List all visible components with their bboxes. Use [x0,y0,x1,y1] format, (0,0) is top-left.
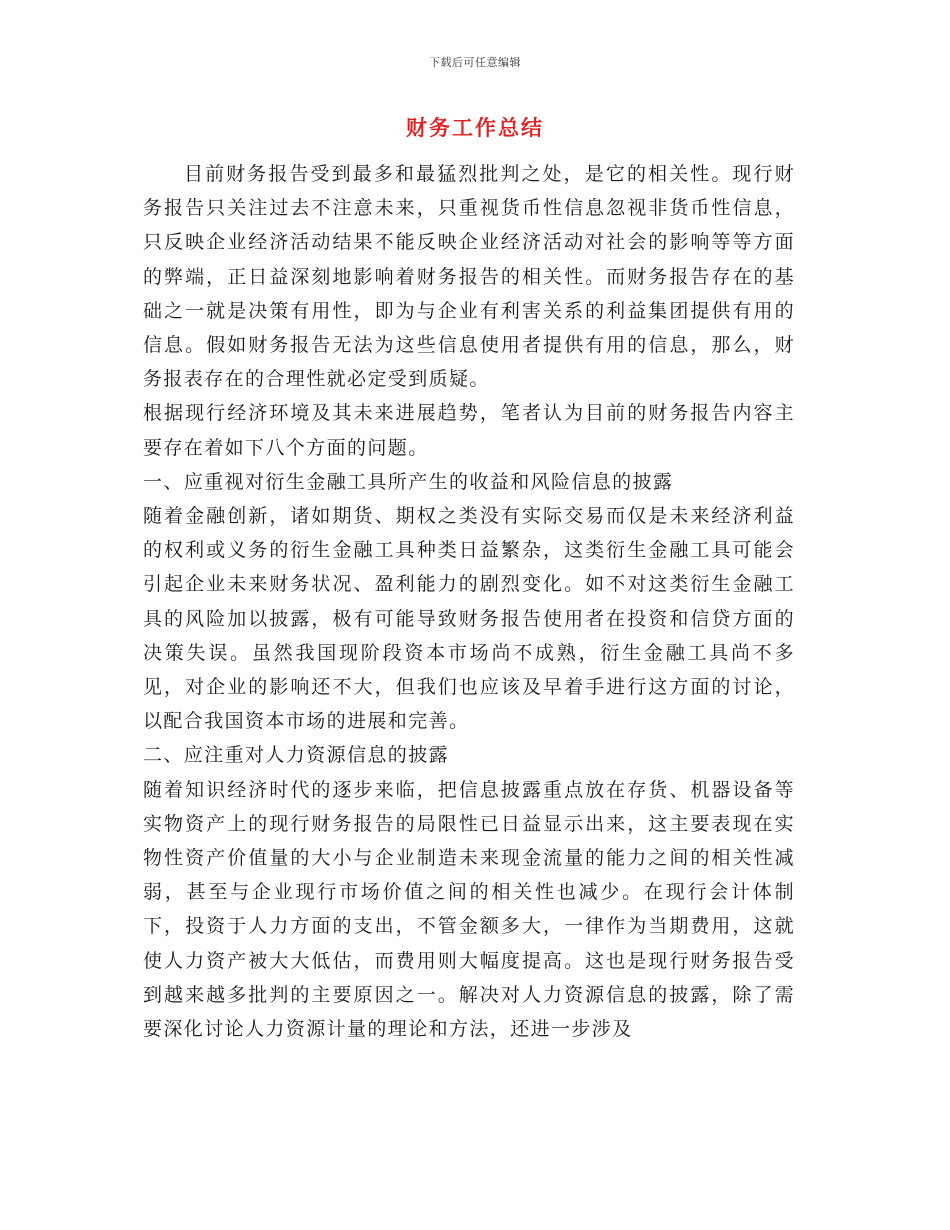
paragraph-intro: 目前财务报告受到最多和最猛烈批判之处，是它的相关性。现行财务报告只关注过去不注意未来，只重视货币性信息忽视非货币性信息，只反映企业经济活动结果不能反映企业经济活动对社会的影响等等方面的弊端，正日益深刻地影响着财务报告的相关性。而财务报告存在的基础之一就是决策有用性，即为与企业有利害关系的利益集团提供有用的信息。假如财务报告无法为这些信息使用者提供有用的信息，那么，财务报表存在的合理性就必定受到质疑。 [143,163,795,391]
paragraph-summary: 根据现行经济环境及其未来进展趋势，笔者认为目前的财务报告内容主要存在着如下八个方面的问题。 [143,402,795,459]
document-title: 财务工作总结 [406,115,544,140]
paragraph-human-resources: 随着知识经济时代的逐步来临，把信息披露重点放在存货、机器设备等实物资产上的现行财务报告的局限性已日益显示出来，这主要表现在实物性资产价值量的大小与企业制造未来现金流量的能力之间的相关性减弱，甚至与企业现行市场价值之间的相关性也减少。在现行会计体制下，投资于人力方面的支出，不管金额多大，一律作为当期费用，这就使人力资产被大大低估，而费用则大幅度提高。这也是现行财务报告受到越来越多批判的主要原因之一。解决对人力资源信息的披露，除了需要深化讨论人力资源计量的理论和方法，还进一步涉及 [143,778,795,1041]
page-header-note: 下载后可任意编辑 [429,56,521,69]
document-body [143,157,795,1046]
section-heading-1: 一、应重视对衍生金融工具所产生的收益和风险信息的披露 [143,470,674,493]
section-heading-2: 二、应注重对人力资源信息的披露 [143,744,450,767]
paragraph-derivatives: 随着金融创新，诸如期货、期权之类没有实际交易而仅是未来经济利益的权利或义务的衍生金融工具种类日益繁杂，这类衍生金融工具可能会引起企业未来财务状况、盈利能力的剧烈变化。如不对这类衍生金融工具的风险加以披露，极有可能导致财务报告使用者在投资和信贷方面的决策失误。虽然我国现阶段资本市场尚不成熟，衍生金融工具尚不多见，对企业的影响还不大，但我们也应该及早着手进行这方面的讨论，以配合我国资本市场的进展和完善。 [143,505,795,733]
